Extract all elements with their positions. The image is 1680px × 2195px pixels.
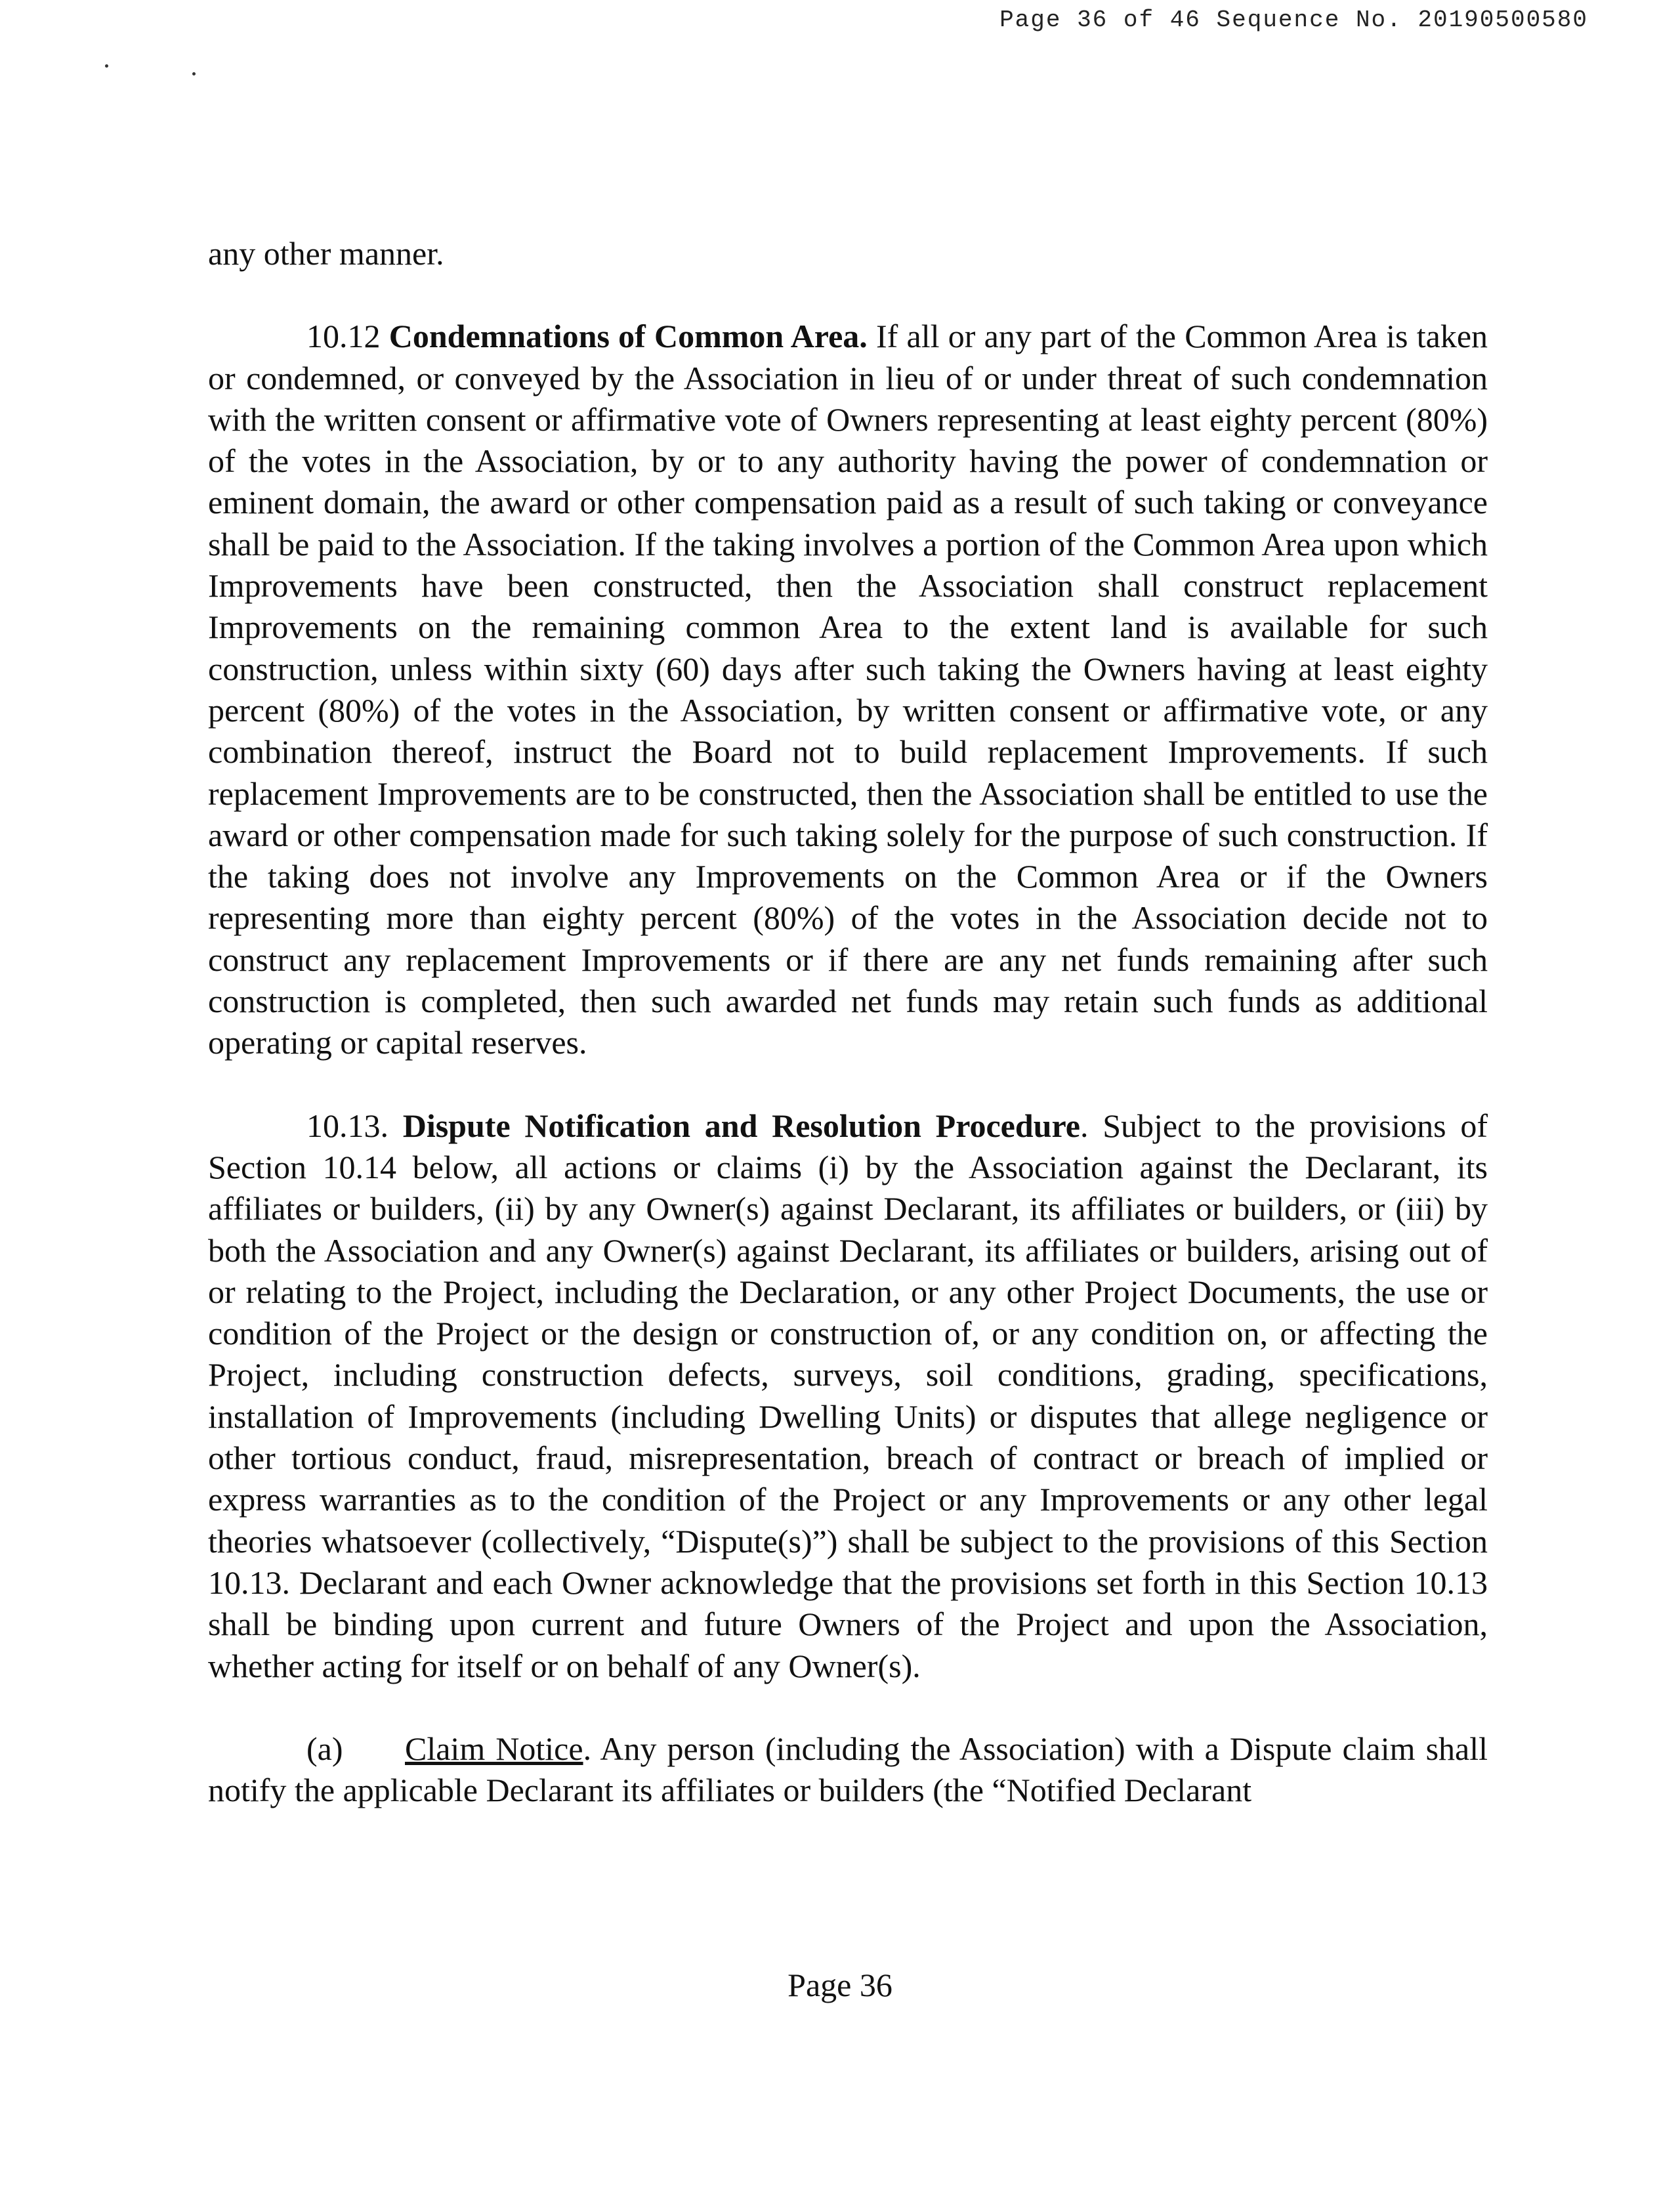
section-number: 10.12 [306,318,381,355]
continuation-text [208,233,1488,274]
section-body: If all or any part of the Common Area is taken or condemned, or conveyed by the Association in lieu of or under threat of such condemnation with the written consent or affirmative vote of Owners representing at least eighty percent (80%) of the votes in the Association, by or to any authority having the power of condemnation or eminent domain, the award or other compensation paid as a result of such taking or conveyance shall be paid to the Association. If the taking involves a portion of the Common Area upon which Improvements have been constructed, then the Association shall construct replacement Improvements on the remaining common Area to the extent land is available for such construction, unless within sixty (60) days after such taking the Owners having at least eighty percent (80%) of the votes in the Association, by written consent or affirmative vote, or any combination thereof, instruct the Board not to build replacement Improvements. If such replacement Improvements are to be constructed, then the Association shall be entitled to use the award or other compensation made for such taking solely for the purpose of such construction. If the taking does not involve any Improvements on the Common Area or if the Owners representing more than eighty percent (80%) of the votes in the Association decide not to construct any replacement Improvements or if there are any net funds remaining after such construction is completed, then such awarded net funds may retain such funds as additional operating or capital reserves. [208,318,1488,1061]
scan-speck [192,72,196,75]
subsection-title: Claim Notice [405,1730,583,1767]
subsection-body: Any person (including the Association) with a Dispute claim shall notify the applicable Declarant its affiliates or builders (the “Notified Declarant [208,1730,1488,1809]
page-footer: Page 36 [788,1967,892,2003]
section-title: Dispute Notification and Resolution Procedure [402,1107,1080,1144]
scan-speck [105,64,108,68]
subsection-title-period: . [583,1730,592,1767]
subsection-label: (a) [306,1730,343,1767]
section-number: 10.13. [306,1107,388,1144]
continuation-line: any other manner. [208,235,444,272]
section-10-12 [208,316,1488,1063]
document-body [208,233,1488,1811]
section-title: Condemnations of Common Area. [388,318,868,355]
section-title-period: . [1080,1107,1089,1144]
section-10-13 [208,1105,1488,1687]
section-body: Subject to the provisions of Section 10.14 below, all actions or claims (i) by the Association against the Declarant, its affiliates or builders, (ii) by any Owner(s) against Declarant, its affiliates or builders, or (iii) by both the Association and any Owner(s) against Declarant, its affiliates or builders, arising out of or relating to the Project, including the Declaration, or any other Project Documents, the use or condition of the Project or the design or construction of, or any condition on, or affecting the Project, including construction defects, surveys, soil conditions, grading, specifications, installation of Improvements (including Dwelling Units) or disputes that allege negligence or other tortious conduct, fraud, misrepresentation, breach of contract or breach of implied or express warranties as to the condition of the Project or any Improvements or any other legal theories whatsoever (collectively, “Dispute(s)”) shall be subject to the provisions of this Section 10.13. Declarant and each Owner acknowledge that the provisions set forth in this Section 10.13 shall be binding upon current and future Owners of the Project and upon the Association, whether acting for itself or on behalf of any Owner(s). [208,1107,1488,1684]
page-header: Page 36 of 46 Sequence No. 20190500580 [999,7,1588,33]
subsection-a [208,1728,1488,1812]
